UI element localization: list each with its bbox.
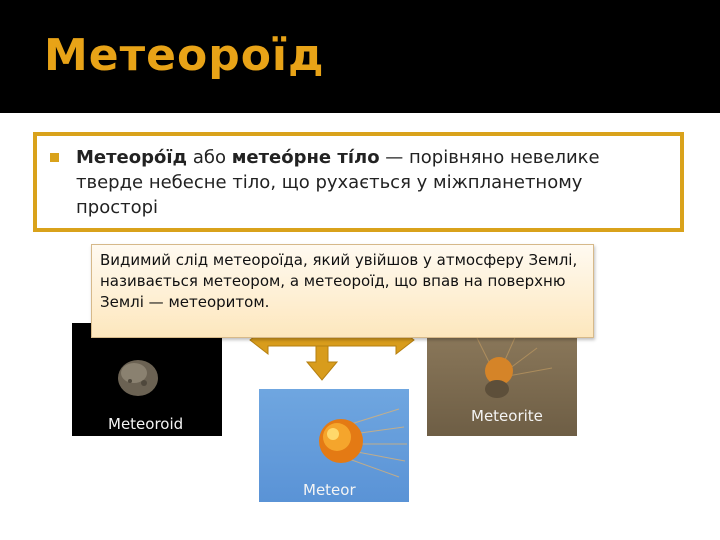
down-arrow-icon [307, 346, 337, 380]
definition-connector: або [187, 147, 232, 168]
meteoroid-label: Meteoroid [108, 415, 184, 433]
meteor-label: Meteor [303, 481, 356, 499]
callout-text: Видимий слід метеороїда, який увійшов у атмосферу Землі, називається метеором, а метеороїд, що впав на поверхню Землі — метеоритом. [100, 251, 578, 311]
definition-term-meteoroid: Метеоро́їд [76, 147, 188, 168]
slide-title: Метеороїд [44, 30, 325, 81]
explanation-callout [91, 244, 594, 338]
definition-term-meteor-body: метео́рне ті́ло [231, 147, 380, 168]
meteorite-label: Meteorite [471, 407, 543, 425]
definition-rest: — порівняно невелике тверде небесне тіло, що рухається у міжпланетному просторі [76, 147, 600, 218]
